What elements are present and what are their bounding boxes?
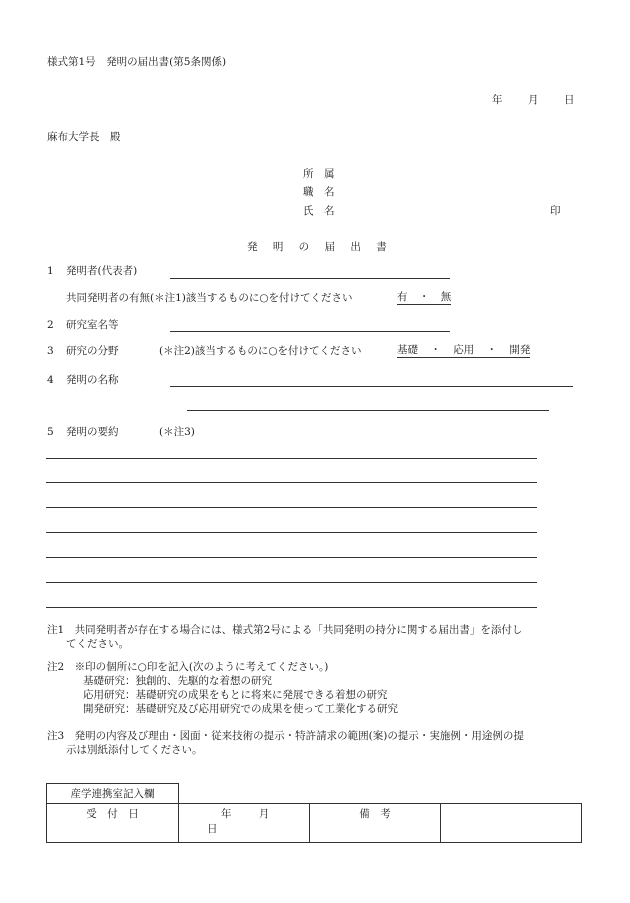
seal-mark: 印 <box>550 205 561 217</box>
received-year: 年 <box>221 808 232 820</box>
name-label: 氏 名 <box>303 205 335 217</box>
date-month: 月 <box>528 94 539 106</box>
note3-line2: 示は別紙添付してください。 <box>66 744 203 756</box>
received-month: 月 <box>258 808 270 820</box>
item3-number: 3 <box>47 345 54 357</box>
field-dev-option[interactable]: 開発 <box>509 344 531 356</box>
position-label: 職 名 <box>303 186 335 198</box>
received-date-field[interactable] <box>179 804 310 843</box>
inventor-field-line[interactable] <box>170 278 450 279</box>
item2-number: 2 <box>47 319 54 331</box>
co-inventor-question: 共同発明者の有無(＊注1)該当するものに○を付けてください <box>66 292 353 304</box>
note1-line2: てください。 <box>66 638 129 650</box>
office-table-blank <box>179 784 582 804</box>
received-date-label: 受 付 日 <box>47 804 179 843</box>
addressee: 麻布大学長 殿 <box>47 131 121 143</box>
summary-line[interactable] <box>46 557 537 558</box>
document-title: 発 明 の 届 出 書 <box>247 241 393 253</box>
field-basic-option[interactable]: 基礎 <box>397 344 418 356</box>
note2-line1: 注2 ※印の個所に○印を記入(次のように考えてください。) <box>47 661 329 673</box>
item4-label: 発明の名称 <box>66 374 119 386</box>
note2-basic: 基礎研究：独創的、先駆的な着想の研究 <box>83 675 272 687</box>
field-separator-1: ・ <box>430 344 441 356</box>
remarks-field[interactable] <box>441 804 582 843</box>
co-inventor-choice[interactable] <box>397 292 451 305</box>
item5-note: (＊注3) <box>159 426 195 438</box>
note3-line1: 注3 発明の内容及び理由・図面・従来技術の提示・特許請求の範囲(案)の提示・実施例・用途例の提 <box>47 730 524 742</box>
item3-label: 研究の分野 <box>66 345 119 357</box>
remarks-label: 備 考 <box>310 804 441 843</box>
item2-label: 研究室名等 <box>66 319 119 331</box>
field-separator-2: ・ <box>486 344 498 356</box>
co-no-option[interactable]: 無 <box>440 291 452 303</box>
form-title: 様式第1号 発明の届出書(第5条関係) <box>47 56 227 68</box>
note1-line1: 注1 共同発明者が存在する場合には、様式第2号による「共同発明の持分に関する届出書」を添付し <box>47 624 523 636</box>
note2-applied: 応用研究：基礎研究の成果をもとに将来に発展できる着想の研究 <box>83 689 388 701</box>
item3-note: (＊注2)該当するものに○を付けてください <box>159 345 362 357</box>
office-table-title: 産学連携室記入欄 <box>47 784 179 804</box>
note2-dev: 開発研究：基礎研究及び応用研究での成果を使って工業化する研究 <box>83 703 398 715</box>
summary-line[interactable] <box>46 458 537 459</box>
affiliation-label: 所 属 <box>303 168 335 180</box>
summary-line[interactable] <box>46 582 537 583</box>
date-year: 年 <box>492 94 503 106</box>
invention-title-line-2[interactable] <box>187 410 549 411</box>
received-day: 日 <box>207 823 218 835</box>
item1-label: 発明者(代表者) <box>66 265 138 277</box>
item1-number: 1 <box>47 265 54 277</box>
summary-line[interactable] <box>46 507 537 508</box>
lab-name-field-line[interactable] <box>170 331 450 332</box>
summary-line[interactable] <box>46 482 537 483</box>
office-use-table <box>46 783 582 843</box>
field-choice[interactable] <box>397 345 530 358</box>
summary-line[interactable] <box>46 532 537 533</box>
co-separator: ・ <box>418 291 430 303</box>
date-day: 日 <box>564 94 575 106</box>
summary-line[interactable] <box>46 607 537 608</box>
co-yes-option[interactable]: 有 <box>397 291 408 303</box>
item4-number: 4 <box>47 374 54 386</box>
field-applied-option[interactable]: 応用 <box>453 344 475 356</box>
invention-title-line-1[interactable] <box>170 386 573 387</box>
item5-label: 発明の要約 <box>66 426 119 438</box>
item5-number: 5 <box>47 426 54 438</box>
